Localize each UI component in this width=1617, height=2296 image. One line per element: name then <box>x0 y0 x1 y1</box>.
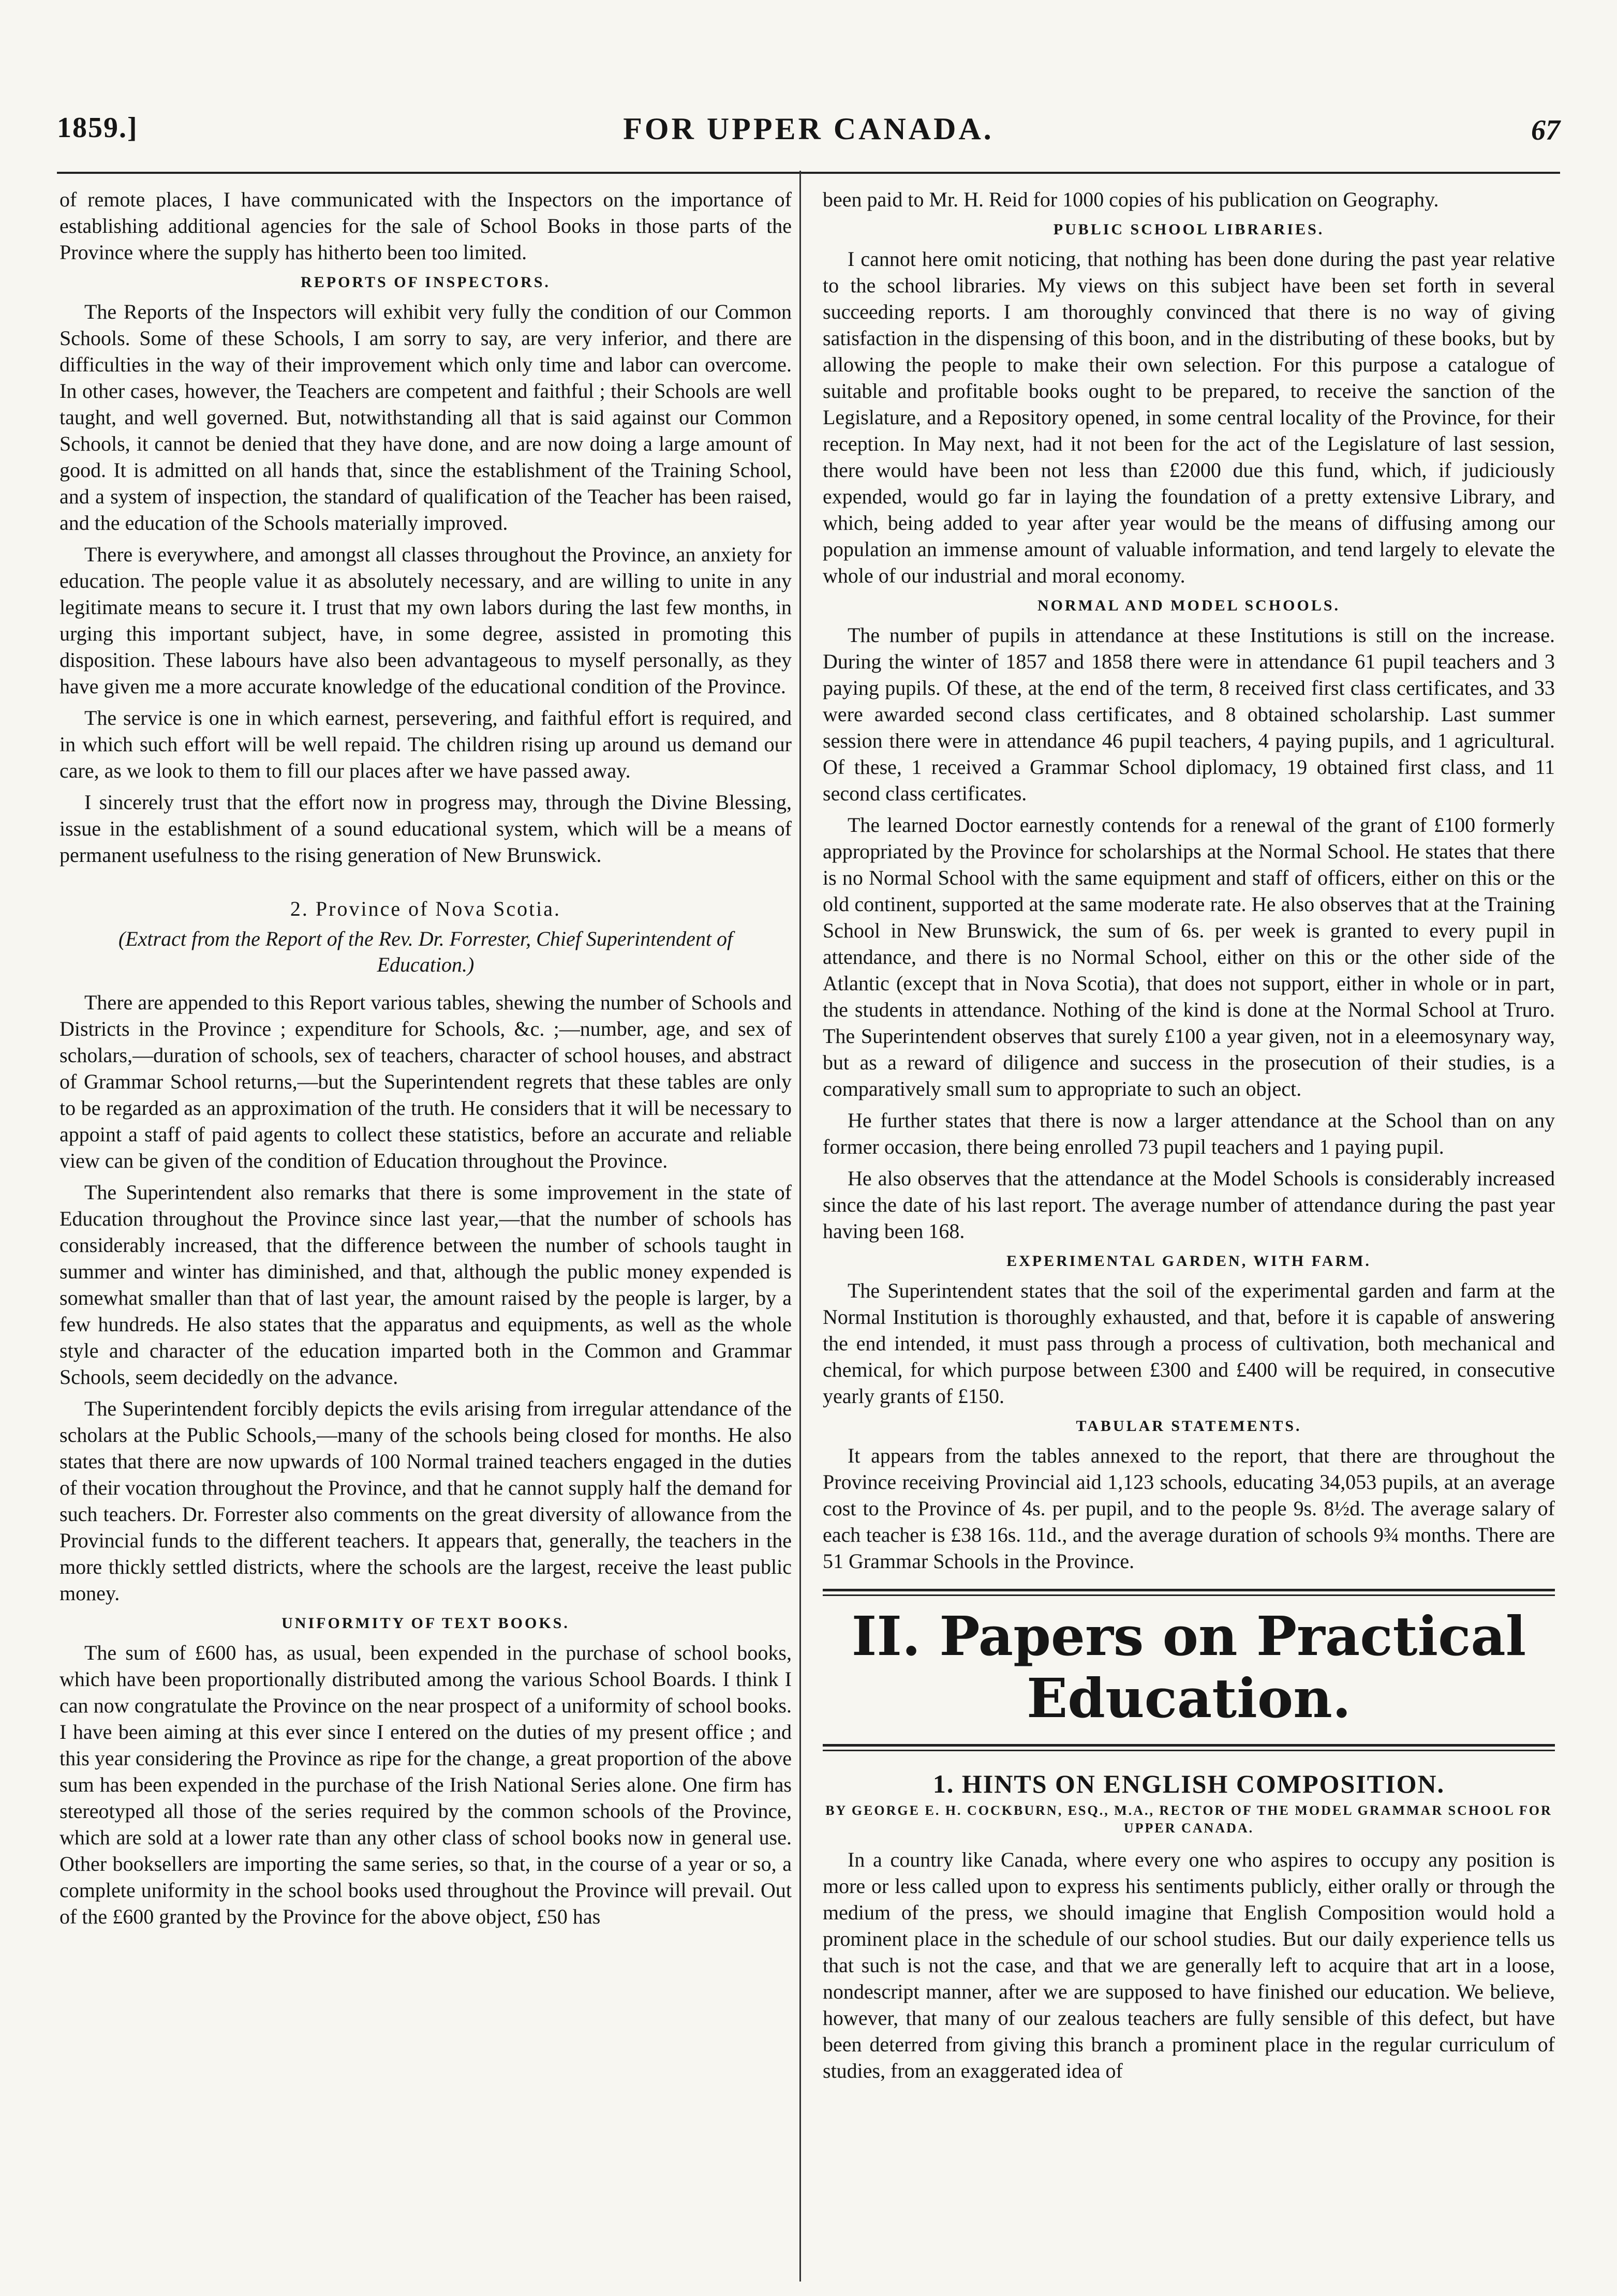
subheading-reports: REPORTS OF INSPECTORS. <box>301 274 551 291</box>
paragraph: In a country like Canada, where every one who aspires to occupy any position is more or less called upon to express his sentiments publicly, either orally or through the medium of the press, we should imagine that English Composition would hold a prominent place in the schedule of our school studies. But our daily experience tells us that such is not the case, and that we are generally left to acquire that art in a loose, nondescript manner, after we are supposed to have finished our education. We believe, however, that many of our zealous teachers are fully sensible of this defect, but have been deterred from giving this branch a prominent place in the regular curriculum of studies, from an exaggerated idea of <box>823 1848 1555 2082</box>
paragraph: I cannot here omit noticing, that nothing has been done during the past year relative to the school libraries. My views on this subject have been set forth in several succeeding reports. I am thoroughly convinced that there is no way of giving satisfaction in the dispensing of this boon, and in the distributing of these books, but by allowing the people to make their own selection. For this purpose a catalogue of suitable and profitable books ought to be prepared, to receive the sanction of the Legislature, and a Repository opened, in some central locality of the Province, for their reception. In May next, had it not been for the act of the Legislature of last session, there would have been not less than £2000 due this fund, which, if judiciously expended, would go far in laying the foundation of a pretty extensive Library, and which, being added to year after year would be the means of diffusing among our population an immense amount of valuable information, and tend largely to elevate the whole of our industrial and moral economy. <box>823 247 1555 587</box>
subheading-libraries: PUBLIC SCHOOL LIBRARIES. <box>1053 221 1325 238</box>
page-number: 67 <box>1531 114 1560 146</box>
left-column <box>60 186 792 1935</box>
paragraph: There are appended to this Report various tables, shewing the number of Schools and Districts in the Province ; expenditure for Schools, &c. ;—number, age, and sex of scholars,—duration of schools, sex of teachers, character of school houses, and abstract of Grammar School returns,—but the Superintendent regrets that these tables are only to be regarded as an approximation of the truth. He considers that it will be necessary to appoint a staff of paid agents to collect these statistics, before an accurate and reliable view can be given of the condition of Education throughout the Province. <box>60 991 792 1172</box>
paragraph: I sincerely trust that the effort now in progress may, through the Divine Blessing, issue in the establishment of a sound educational system, which will be a means of permanent usefulness to the rising generation of New Brunswick. <box>60 791 792 867</box>
section-rule <box>823 1744 1555 1751</box>
paragraph: The Superintendent forcibly depicts the evils arising from irregular attendance of the scholars at the Public Schools,—many of the schools being closed for months. He also states that there are now upwards of 100 Normal trained teachers engaged in the duties of their vocation throughout the Province, and that he cannot supply half the demand for such teachers. Dr. Forrester also comments on the great diversity of allowance from the Provincial funds to the different teachers. It appears that, generally, the teachers in the more thickly settled districts, where the schools are the largest, receive the least public money. <box>60 1397 792 1605</box>
paragraph: It appears from the tables annexed to the report, that there are throughout the Province receiving Provincial aid 1,123 schools, educating 34,053 pupils, at an average cost to the Province of 4s. per pupil, and to the people 9s. 8½d. The average salary of each teacher is £38 16s. 11d., and the average duration of schools 9¾ months. There are 51 Grammar Schools in the Province. <box>823 1444 1555 1573</box>
section-rule <box>823 1589 1555 1596</box>
header-rule <box>57 172 1560 174</box>
subheading-uniformity: UNIFORMITY OF TEXT BOOKS. <box>281 1615 570 1632</box>
page-header <box>57 111 1560 160</box>
paragraph: He also observes that the attendance at the Model Schools is considerably increased since the date of his last report. The average number of attendance during the past year having been 168. <box>823 1167 1555 1243</box>
extract-note: (Extract from the Report of the Rev. Dr. Forrester, Chief Superintendent of Education.) <box>118 927 733 976</box>
right-column <box>823 186 1555 2089</box>
subheading-tabular: TABULAR STATEMENTS. <box>1076 1418 1302 1435</box>
paragraph: The service is one in which earnest, persevering, and faithful effort is required, and in which such effort will be well repaid. The children rising up around us demand our care, as we look to them to fill our places after we have passed away. <box>60 706 792 782</box>
header-title: FOR UPPER CANADA. <box>623 112 994 146</box>
section-heading-papers: II. Papers on Practical Education. <box>851 1604 1526 1730</box>
header-year: 1859.] <box>57 112 138 144</box>
paragraph: He further states that there is now a larger attendance at the School than on any former occasion, there being enrolled 73 pupil teachers and 1 paying pupil. <box>823 1109 1555 1158</box>
paragraph: The learned Doctor earnestly contends for a renewal of the grant of £100 formerly appropriated by the Province for scholarships at the Normal School. He states that there is no Normal School with the same equipment and staff of officers, either on this or the old continent, supported at the same moderate rate. He also observes that at the Training School in New Brunswick, the sum of 6s. per week is granted to every pupil in attendance, and there is no Normal School, either on this or the other side of the Atlantic (except that in Nova Scotia), that does not support, either in whole or in part, the students in attendance. Nothing of the kind is done at the Normal School at Truro. The Superintendent observes that surely £100 a year given, not in a eleemosynary way, but as a reward of diligence and success in the prosecution of their studies, is a comparatively small sum to appropriate to such an object. <box>823 813 1555 1100</box>
section-title-nova-scotia: 2. Province of Nova Scotia. <box>290 897 561 920</box>
article-byline: BY GEORGE E. H. COCKBURN, ESQ., M.A., RECTOR OF THE MODEL GRAMMAR SCHOOL FOR UPPER CANADA. <box>825 1803 1552 1836</box>
subheading-normal-schools: NORMAL AND MODEL SCHOOLS. <box>1037 597 1341 614</box>
article-title: 1. HINTS ON ENGLISH COMPOSITION. <box>932 1769 1445 1798</box>
paragraph: The sum of £600 has, as usual, been expended in the purchase of school books, which have been proportionally distributed among the various School Boards. I think I can now congratulate the Province on the near prospect of a uniformity of school books. I have been aiming at this ever since I entered on the duties of my present office ; and this year considering the Province as ripe for the change, a great proportion of the above sum has been expended in the purchase of the Irish National Series alone. One firm has stereotyped all those of the series required by the common schools of the Province, which are sold at a lower rate than any other class of school books now in general use. Other booksellers are importing the same series, so that, in the course of a year or so, a complete uniformity in the school books used throughout the Province will prevail. Out of the £600 granted by the Province for the above object, £50 has <box>60 1641 792 1928</box>
paragraph: been paid to Mr. H. Reid for 1000 copies of his publication on Geography. <box>823 188 1439 211</box>
paragraph: The Reports of the Inspectors will exhibit very fully the condition of our Common Schools. Some of these Schools, I am sorry to say, are very inferior, and there are difficulties in the way of their improvement which only time and labor can overcome. In other cases, however, the Teachers are competent and faithful ; their Schools are well taught, and well governed. But, notwithstanding all that is said against our Common Schools, it cannot be denied that they have done, and are now doing a large amount of good. It is admitted on all hands that, since the establishment of the Training School, and a system of inspection, the standard of qualification of the Teacher has been raised, and the education of the Schools materially improved. <box>60 300 792 534</box>
paragraph: The Superintendent states that the soil of the experimental garden and farm at the Normal Institution is thoroughly exhausted, and that, before it is capable of answering the end intended, it must pass through a process of cultivation, both mechanical and chemical, for which purpose between £300 and £400 will be required, in consecutive yearly grants of £150. <box>823 1279 1555 1408</box>
paragraph: The number of pupils in attendance at these Institutions is still on the increase. During the winter of 1857 and 1858 there were in attendance 61 pupil teachers and 3 paying pupils. Of these, at the end of the term, 8 received first class certificates, and 33 were awarded second class certificates, and 8 obtained scholarship. Last summer session there were in attendance 46 pupil teachers, 4 paying pupils, and 1 agricultural. Of these, 1 received a Grammar School diplomacy, 19 obtained first class, and 11 second class certificates. <box>823 623 1555 805</box>
paragraph: There is everywhere, and amongst all classes throughout the Province, an anxiety for education. The people value it as absolutely necessary, and are willing to unite in any legitimate means to secure it. I trust that my own labors during the last few months, in urging this important subject, have, in some degree, assisted in promoting this disposition. These labours have also been advantageous to myself personally, as they have given me a more accurate knowledge of the educational condition of the Province. <box>60 543 792 698</box>
paragraph: of remote places, I have communicated with the Inspectors on the importance of establishing additional agencies for the sale of School Books in those parts of the Province where the supply has hitherto been too limited. <box>60 188 792 264</box>
subheading-garden: EXPERIMENTAL GARDEN, WITH FARM. <box>1006 1253 1371 1270</box>
paragraph: The Superintendent also remarks that there is some improvement in the state of Education throughout the Province since last year,—that the number of schools has considerably increased, that the difference between the number of schools taught in summer and winter has diminished, and that, although the public money expended is somewhat smaller than that of last year, the amount raised by the people is larger, by a few hundreds. He also states that the apparatus and equipments, as well as the whole style and character of the education imparted both in the Common and Grammar Schools, seem decidedly on the advance. <box>60 1181 792 1389</box>
column-divider <box>799 171 801 2282</box>
